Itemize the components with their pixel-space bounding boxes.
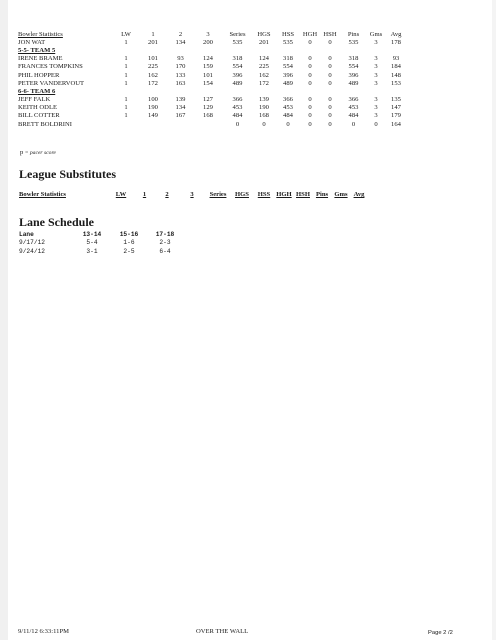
team-label: 6-6- TEAM 6 (18, 87, 56, 95)
lane-pairing: 2-5 (123, 247, 135, 255)
lane-pairing: 2-3 (159, 239, 171, 247)
stat-cell: 1 (124, 104, 128, 112)
stats-header-cell: HGS (257, 30, 271, 38)
lane-row (19, 239, 183, 248)
bowler-name: FRANCES TOMPKINS (18, 63, 83, 71)
stat-cell: 484 (283, 112, 293, 120)
stat-cell: 318 (348, 55, 359, 63)
stat-cell (193, 120, 223, 128)
stat-cell: 0 (308, 96, 312, 104)
team-label: 5-5- TEAM 5 (18, 46, 56, 54)
substitutes-header-cell: Gms (334, 191, 348, 198)
stats-header-cell: 3 (206, 30, 210, 38)
bowler-row (18, 120, 407, 128)
stat-cell: 0 (308, 55, 312, 63)
stats-header-cell: 2 (178, 30, 183, 38)
stat-cell: 0 (286, 120, 290, 128)
bowler-row (18, 79, 407, 87)
bowler-row (18, 104, 407, 112)
bowler-row (18, 38, 407, 46)
lane-header-cell: 13-14 (82, 230, 102, 238)
stat-cell: 0 (328, 38, 332, 46)
stat-cell: 93 (177, 55, 184, 63)
stat-cell: 167 (175, 112, 186, 120)
stat-cell: 3 (374, 63, 378, 71)
stats-header-cell: Gms (369, 30, 383, 38)
stats-header-row (18, 30, 407, 38)
stats-header-cell: HSS (281, 30, 295, 38)
substitutes-header-row (19, 190, 368, 199)
stats-header-cell: Pins (347, 30, 360, 38)
bowler-row (18, 112, 407, 120)
stat-cell: 0 (328, 55, 332, 63)
stat-cell: 3 (374, 96, 378, 104)
stat-cell: 489 (283, 79, 293, 87)
stat-cell (168, 120, 193, 128)
stat-cell: 0 (351, 120, 356, 128)
lane-schedule-table (19, 230, 183, 256)
stat-cell: 129 (203, 104, 213, 112)
pacer-note-text: = pacer score (23, 150, 56, 156)
stat-cell: 366 (232, 96, 243, 104)
league-name: OVER THE WALL (196, 628, 249, 635)
substitutes-header-cell: Avg (353, 191, 365, 198)
stat-cell: 148 (391, 71, 401, 79)
stat-cell (114, 120, 138, 128)
stat-cell: 0 (328, 104, 332, 112)
lane-row (19, 247, 183, 256)
lane-header-row (19, 230, 183, 239)
pacer-mark: p (20, 149, 24, 156)
stat-cell: 0 (308, 71, 312, 79)
stat-cell: 101 (203, 71, 213, 79)
stat-cell: 0 (308, 38, 312, 46)
substitutes-header-cell: 2 (165, 191, 169, 198)
stat-cell: 0 (328, 63, 332, 71)
stat-cell: 124 (259, 55, 269, 63)
team-header-row (18, 87, 407, 95)
team-header-row (18, 46, 407, 54)
lane-pairing: 3-1 (86, 247, 98, 255)
stat-cell: 134 (175, 104, 186, 112)
substitutes-header-cell: 3 (190, 191, 194, 198)
stat-cell: 93 (392, 55, 400, 63)
stat-cell: 3 (374, 55, 378, 63)
stat-cell: 153 (391, 79, 401, 87)
stat-cell: 201 (148, 38, 158, 46)
stat-cell: 135 (391, 96, 401, 104)
stat-cell: 179 (391, 112, 401, 120)
stat-cell: 366 (283, 96, 293, 104)
bowler-statistics-table (18, 30, 407, 128)
lane-pairing: 1-6 (123, 239, 135, 247)
stat-cell: 225 (259, 63, 269, 71)
page-number: Page 2 /2 (428, 630, 453, 636)
substitutes-header-cell: HSS (257, 191, 271, 198)
stat-cell: 3 (374, 71, 378, 79)
lane-header-cell: Lane (19, 230, 34, 238)
league-substitutes-title: League Substitutes (19, 167, 117, 181)
stat-cell: 318 (283, 55, 293, 63)
stat-cell: 139 (175, 96, 186, 104)
substitutes-header-cell: HGH (276, 191, 292, 198)
stat-cell: 535 (232, 38, 243, 46)
stat-cell: 168 (259, 112, 269, 120)
stat-cell: 3 (374, 112, 378, 120)
stat-cell: 453 (232, 104, 243, 112)
stat-cell: 127 (203, 96, 213, 104)
stat-cell: 0 (328, 120, 332, 128)
print-datetime: 9/11/12 6:33:11PM (18, 628, 69, 635)
lane-pairing: 6-4 (159, 247, 171, 255)
stat-cell: 489 (232, 79, 243, 87)
stat-cell: 139 (259, 96, 269, 104)
stat-cell: 164 (391, 120, 401, 128)
stat-cell: 0 (328, 71, 332, 79)
stat-cell: 0 (374, 120, 378, 128)
bowler-row (18, 55, 407, 63)
stats-header-cell: HGH (302, 30, 318, 38)
stat-cell: 200 (203, 38, 213, 46)
lane-date: 9/24/12 (19, 247, 45, 255)
stat-cell: 1 (124, 63, 128, 71)
stat-cell: 0 (328, 79, 332, 87)
stat-cell: 172 (259, 79, 269, 87)
bowler-name: BRETT BOLDRINI (18, 120, 72, 128)
stat-cell: 133 (175, 71, 186, 79)
stat-cell: 535 (348, 38, 359, 46)
bowler-name: JEFF FALK (18, 96, 51, 104)
stat-cell: 100 (148, 96, 158, 104)
stat-cell: 0 (308, 104, 312, 112)
stat-cell: 1 (124, 38, 128, 46)
stat-cell (138, 120, 168, 128)
stats-header-cell: LW (121, 30, 131, 38)
stat-cell: 484 (232, 112, 243, 120)
substitutes-header-cell: HGS (235, 191, 249, 198)
stat-cell: 124 (203, 55, 213, 63)
stat-cell: 184 (391, 63, 401, 71)
stat-cell: 0 (308, 79, 312, 87)
stat-cell: 396 (232, 71, 243, 79)
substitutes-header-cell: HSH (296, 191, 310, 198)
stat-cell: 1 (124, 96, 128, 104)
lane-pairing: 5-4 (86, 239, 98, 247)
lane-schedule-title: Lane Schedule (19, 215, 95, 229)
stat-cell: 147 (391, 104, 401, 112)
stat-cell: 535 (283, 38, 293, 46)
stat-cell: 154 (203, 79, 213, 87)
stat-cell: 170 (175, 63, 186, 71)
stat-cell: 396 (283, 71, 293, 79)
stat-cell: 3 (374, 38, 378, 46)
lane-date: 9/17/12 (19, 239, 45, 247)
substitutes-header-cell: Bowler Statistics (19, 191, 66, 198)
stat-cell: 1 (124, 71, 128, 79)
stat-cell: 1 (124, 55, 128, 63)
substitutes-header-cell: Pins (315, 191, 329, 198)
bowler-name: KEITH ODLE (18, 104, 58, 112)
lane-header-cell: 17-18 (155, 230, 175, 238)
stat-cell: 163 (175, 79, 186, 87)
stats-header-cell: Bowler Statistics (18, 30, 63, 38)
stat-cell: 318 (232, 55, 243, 63)
stat-cell: 554 (283, 63, 293, 71)
bowler-row (18, 71, 407, 79)
stats-header-cell: 1 (151, 30, 155, 38)
stat-cell: 0 (308, 63, 312, 71)
stat-cell: 484 (348, 112, 359, 120)
stat-cell: 162 (259, 71, 269, 79)
stat-cell: 201 (259, 38, 269, 46)
stat-cell: 554 (348, 63, 359, 71)
stat-cell: 168 (203, 112, 213, 120)
substitutes-header-cell: 1 (142, 191, 147, 198)
bowler-name: IRENE BRAME (18, 55, 63, 63)
stat-cell: 489 (348, 79, 359, 87)
bowler-name: BILL COTTER (18, 112, 60, 120)
bowler-name: PETER VANDERVOUT (18, 79, 85, 87)
stat-cell: 101 (148, 55, 158, 63)
substitutes-header-cell: Series (209, 191, 227, 198)
stat-cell: 162 (148, 71, 158, 79)
bowler-row (18, 96, 407, 104)
stat-cell: 1 (124, 112, 128, 120)
stat-cell: 225 (148, 63, 158, 71)
stat-cell: 366 (348, 96, 359, 104)
stats-header-cell: Series (229, 30, 246, 38)
stat-cell: 149 (148, 112, 158, 120)
stat-cell: 3 (374, 104, 378, 112)
bowler-row (18, 63, 407, 71)
stat-cell: 0 (235, 120, 240, 128)
lane-header-cell: 15-16 (119, 230, 139, 238)
stat-cell: 3 (374, 79, 378, 87)
stat-cell: 453 (348, 104, 359, 112)
substitutes-header-cell: LW (115, 191, 127, 198)
stat-cell: 554 (232, 63, 243, 71)
stat-cell: 0 (308, 120, 312, 128)
stat-cell: 453 (283, 104, 293, 112)
bowler-name: JON WAT (18, 38, 46, 46)
stat-cell: 0 (308, 112, 312, 120)
stat-cell: 190 (259, 104, 269, 112)
page-shadow-right (492, 0, 496, 640)
stat-cell: 134 (175, 38, 186, 46)
stat-cell: 190 (148, 104, 158, 112)
stats-header-cell: HSH (323, 30, 337, 38)
stat-cell: 0 (328, 112, 332, 120)
stat-cell: 159 (203, 63, 213, 71)
stat-cell: 396 (348, 71, 359, 79)
stats-header-cell: Avg (390, 30, 402, 38)
stat-cell: 178 (391, 38, 401, 46)
stat-cell: 0 (262, 120, 266, 128)
pacer-score-note (20, 149, 56, 156)
bowler-name: PHIL HOPPER (18, 71, 60, 79)
stat-cell: 172 (148, 79, 158, 87)
substitutes-table (19, 190, 368, 199)
stat-cell: 1 (124, 79, 128, 87)
page-shadow-left (0, 0, 8, 640)
stat-cell: 0 (328, 96, 332, 104)
